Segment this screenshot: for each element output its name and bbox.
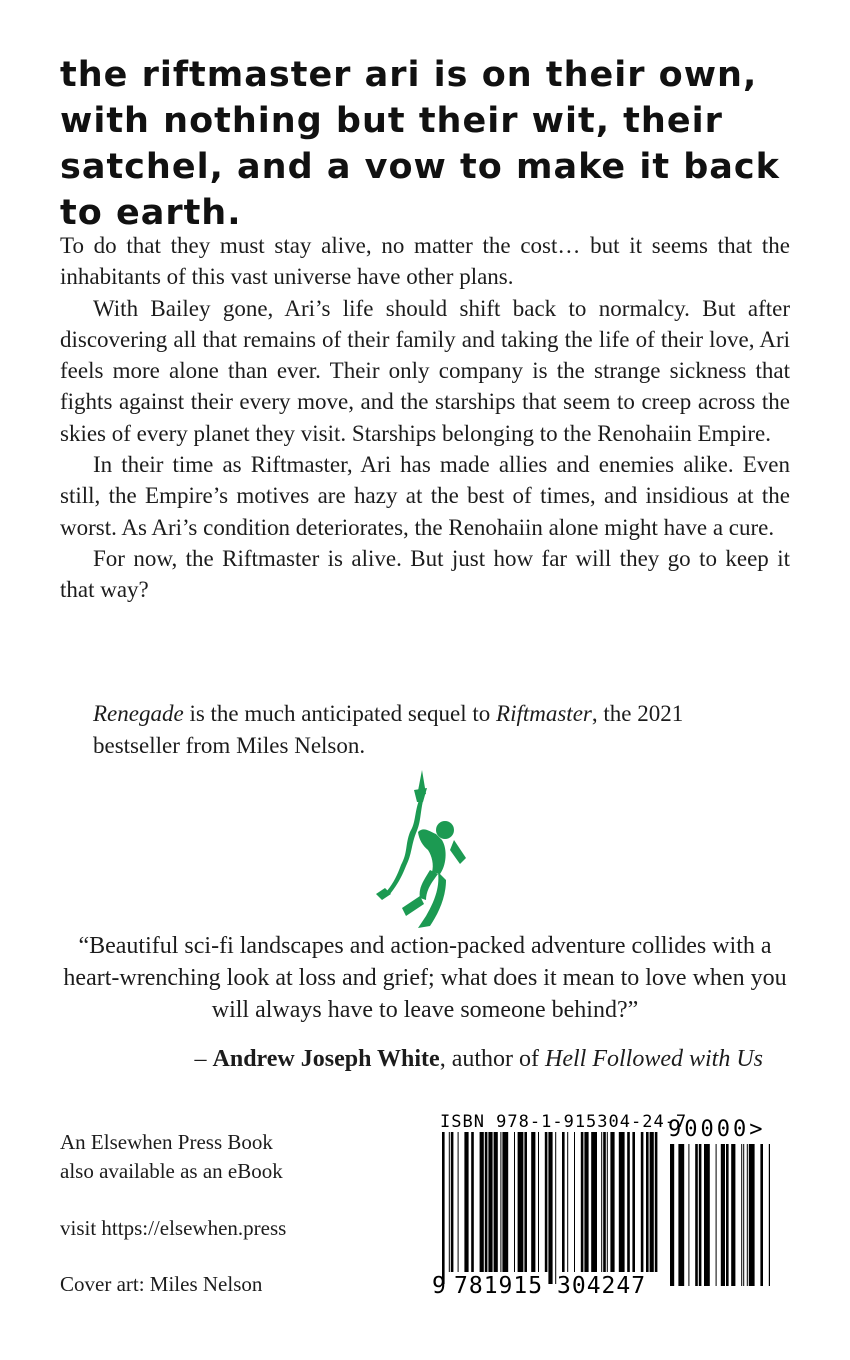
cover-art-credit: Cover art: Miles Nelson [60, 1272, 263, 1296]
publisher-line: An Elsewhen Press Book [60, 1130, 273, 1154]
barcode-bar [451, 1132, 454, 1272]
barcode-bar [464, 1132, 468, 1272]
barcode-bar [500, 1132, 501, 1272]
sequel-middle: is the much anticipated sequel to [183, 701, 497, 726]
quote-author: Andrew Joseph White [212, 1046, 440, 1072]
barcode-bar [650, 1132, 654, 1272]
ean-left-group: 781915 [454, 1273, 544, 1299]
headline: the riftmaster ari is on their own, with nothing but their wit, their satchel, and a vow to make it back to earth. [60, 55, 780, 233]
barcode-bar [480, 1132, 484, 1272]
barcode-bar [743, 1144, 744, 1286]
barcode-bar [721, 1144, 725, 1286]
barcode-bar [603, 1132, 606, 1272]
barcode-bar [567, 1132, 568, 1272]
barcode-bar [524, 1132, 527, 1272]
barcode-bar [749, 1144, 755, 1286]
barcode-bar [458, 1132, 459, 1272]
sequel-note [93, 698, 773, 761]
barcode-bar [514, 1132, 515, 1272]
quoted-book-title: Hell Followed with Us [545, 1046, 763, 1072]
ean-bars [442, 1132, 662, 1286]
barcode-bar [607, 1132, 608, 1272]
barcode-bar [747, 1144, 748, 1286]
sequel-rest: , the 2021 bestseller from Miles Nelson. [93, 701, 684, 758]
blurb [60, 230, 790, 606]
barcode-bar [494, 1132, 498, 1272]
barcode-bar [695, 1144, 698, 1286]
barcode-bar [471, 1132, 474, 1272]
barcode-bar [601, 1132, 602, 1272]
blurb-paragraph: In their time as Riftmaster, Ari has made allies and enemies alike. Even still, the Empire’s motives are hazy at the best of times, and insidious at the worst. As Ari’s condition deteriorates, the Renohaiin alone might have a cure. [60, 452, 790, 540]
blurb-paragraph: To do that they must stay alive, no matter the cost… but it seems that the inhabitants of this vast universe have other plans. [60, 233, 790, 290]
barcode-bar [442, 1132, 445, 1284]
attribution-suffix: , author of [439, 1046, 545, 1072]
barcode-bar [581, 1132, 584, 1272]
isbn-barcode [432, 1112, 792, 1312]
barcode-bar [655, 1132, 658, 1272]
barcode-bar [485, 1132, 488, 1272]
prior-title: Riftmaster [496, 701, 592, 726]
barcode-bar [548, 1132, 552, 1284]
review-quote: “Beautiful sci-fi landscapes and action-packed adventure collides with a heart-wrenching look at loss and grief; what does it mean to love when you will always have to leave someone behind?” [63, 933, 787, 1023]
barcode-bar [449, 1132, 450, 1272]
barcode-bar [619, 1132, 625, 1272]
barcode-bar [641, 1132, 644, 1272]
ean-right-group: 304247 [557, 1273, 647, 1299]
barcode-bar [488, 1132, 492, 1272]
ebook-line: also available as an eBook [60, 1159, 283, 1183]
barcode-bar [562, 1132, 565, 1272]
barcode-bar [545, 1132, 548, 1272]
barcode-bar [555, 1132, 556, 1284]
barcode-bar [584, 1132, 588, 1272]
barcode-bar [502, 1132, 508, 1272]
barcode-bar [574, 1132, 575, 1272]
barcode-bar [627, 1132, 630, 1272]
attribution-dash: – [194, 1046, 213, 1072]
price-code-label: 90000> [668, 1117, 766, 1142]
barcode-bar [704, 1144, 710, 1286]
barcode-bar [610, 1132, 614, 1272]
barcode-bar [646, 1132, 649, 1272]
price-code-bars [670, 1144, 770, 1286]
website-line: visit https://elsewhen.press [60, 1216, 287, 1240]
barcode-bar [716, 1144, 717, 1286]
ean-first-digit: 9 [432, 1273, 447, 1299]
isbn-label: ISBN 978-1-915304-24-7 [440, 1112, 688, 1132]
barcode-bar [632, 1132, 635, 1272]
barcode-bar [769, 1144, 770, 1286]
barcode-bar [731, 1144, 735, 1286]
barcode-bar [699, 1144, 702, 1286]
barcode-bar [518, 1132, 524, 1272]
barcode-bar [670, 1144, 674, 1286]
blurb-paragraph: For now, the Riftmaster is alive. But just how far will they go to keep it that way? [60, 545, 790, 603]
barcode-bar [531, 1132, 535, 1272]
barcode-bar [760, 1144, 763, 1286]
barcode-bar [726, 1144, 729, 1286]
spear-warrior-icon [360, 770, 470, 930]
barcode-bar [688, 1144, 689, 1286]
sequel-title: Renegade [93, 701, 184, 726]
barcode-bar [741, 1144, 742, 1286]
blurb-paragraph: With Bailey gone, Ari’s life should shift back to normalcy. But after discovering all that remains of their family and taking the life of their love, Ari feels more alone than ever. Their only company is the strange sickness that fights against their every move, and the starships that seem to creep across the skies of every planet they visit. Starships belonging to the Renohaiin Empire. [60, 295, 790, 446]
barcode-bar [538, 1132, 539, 1272]
quote-attribution [60, 1043, 763, 1075]
barcode-bar [678, 1144, 684, 1286]
barcode-bar [591, 1132, 597, 1272]
